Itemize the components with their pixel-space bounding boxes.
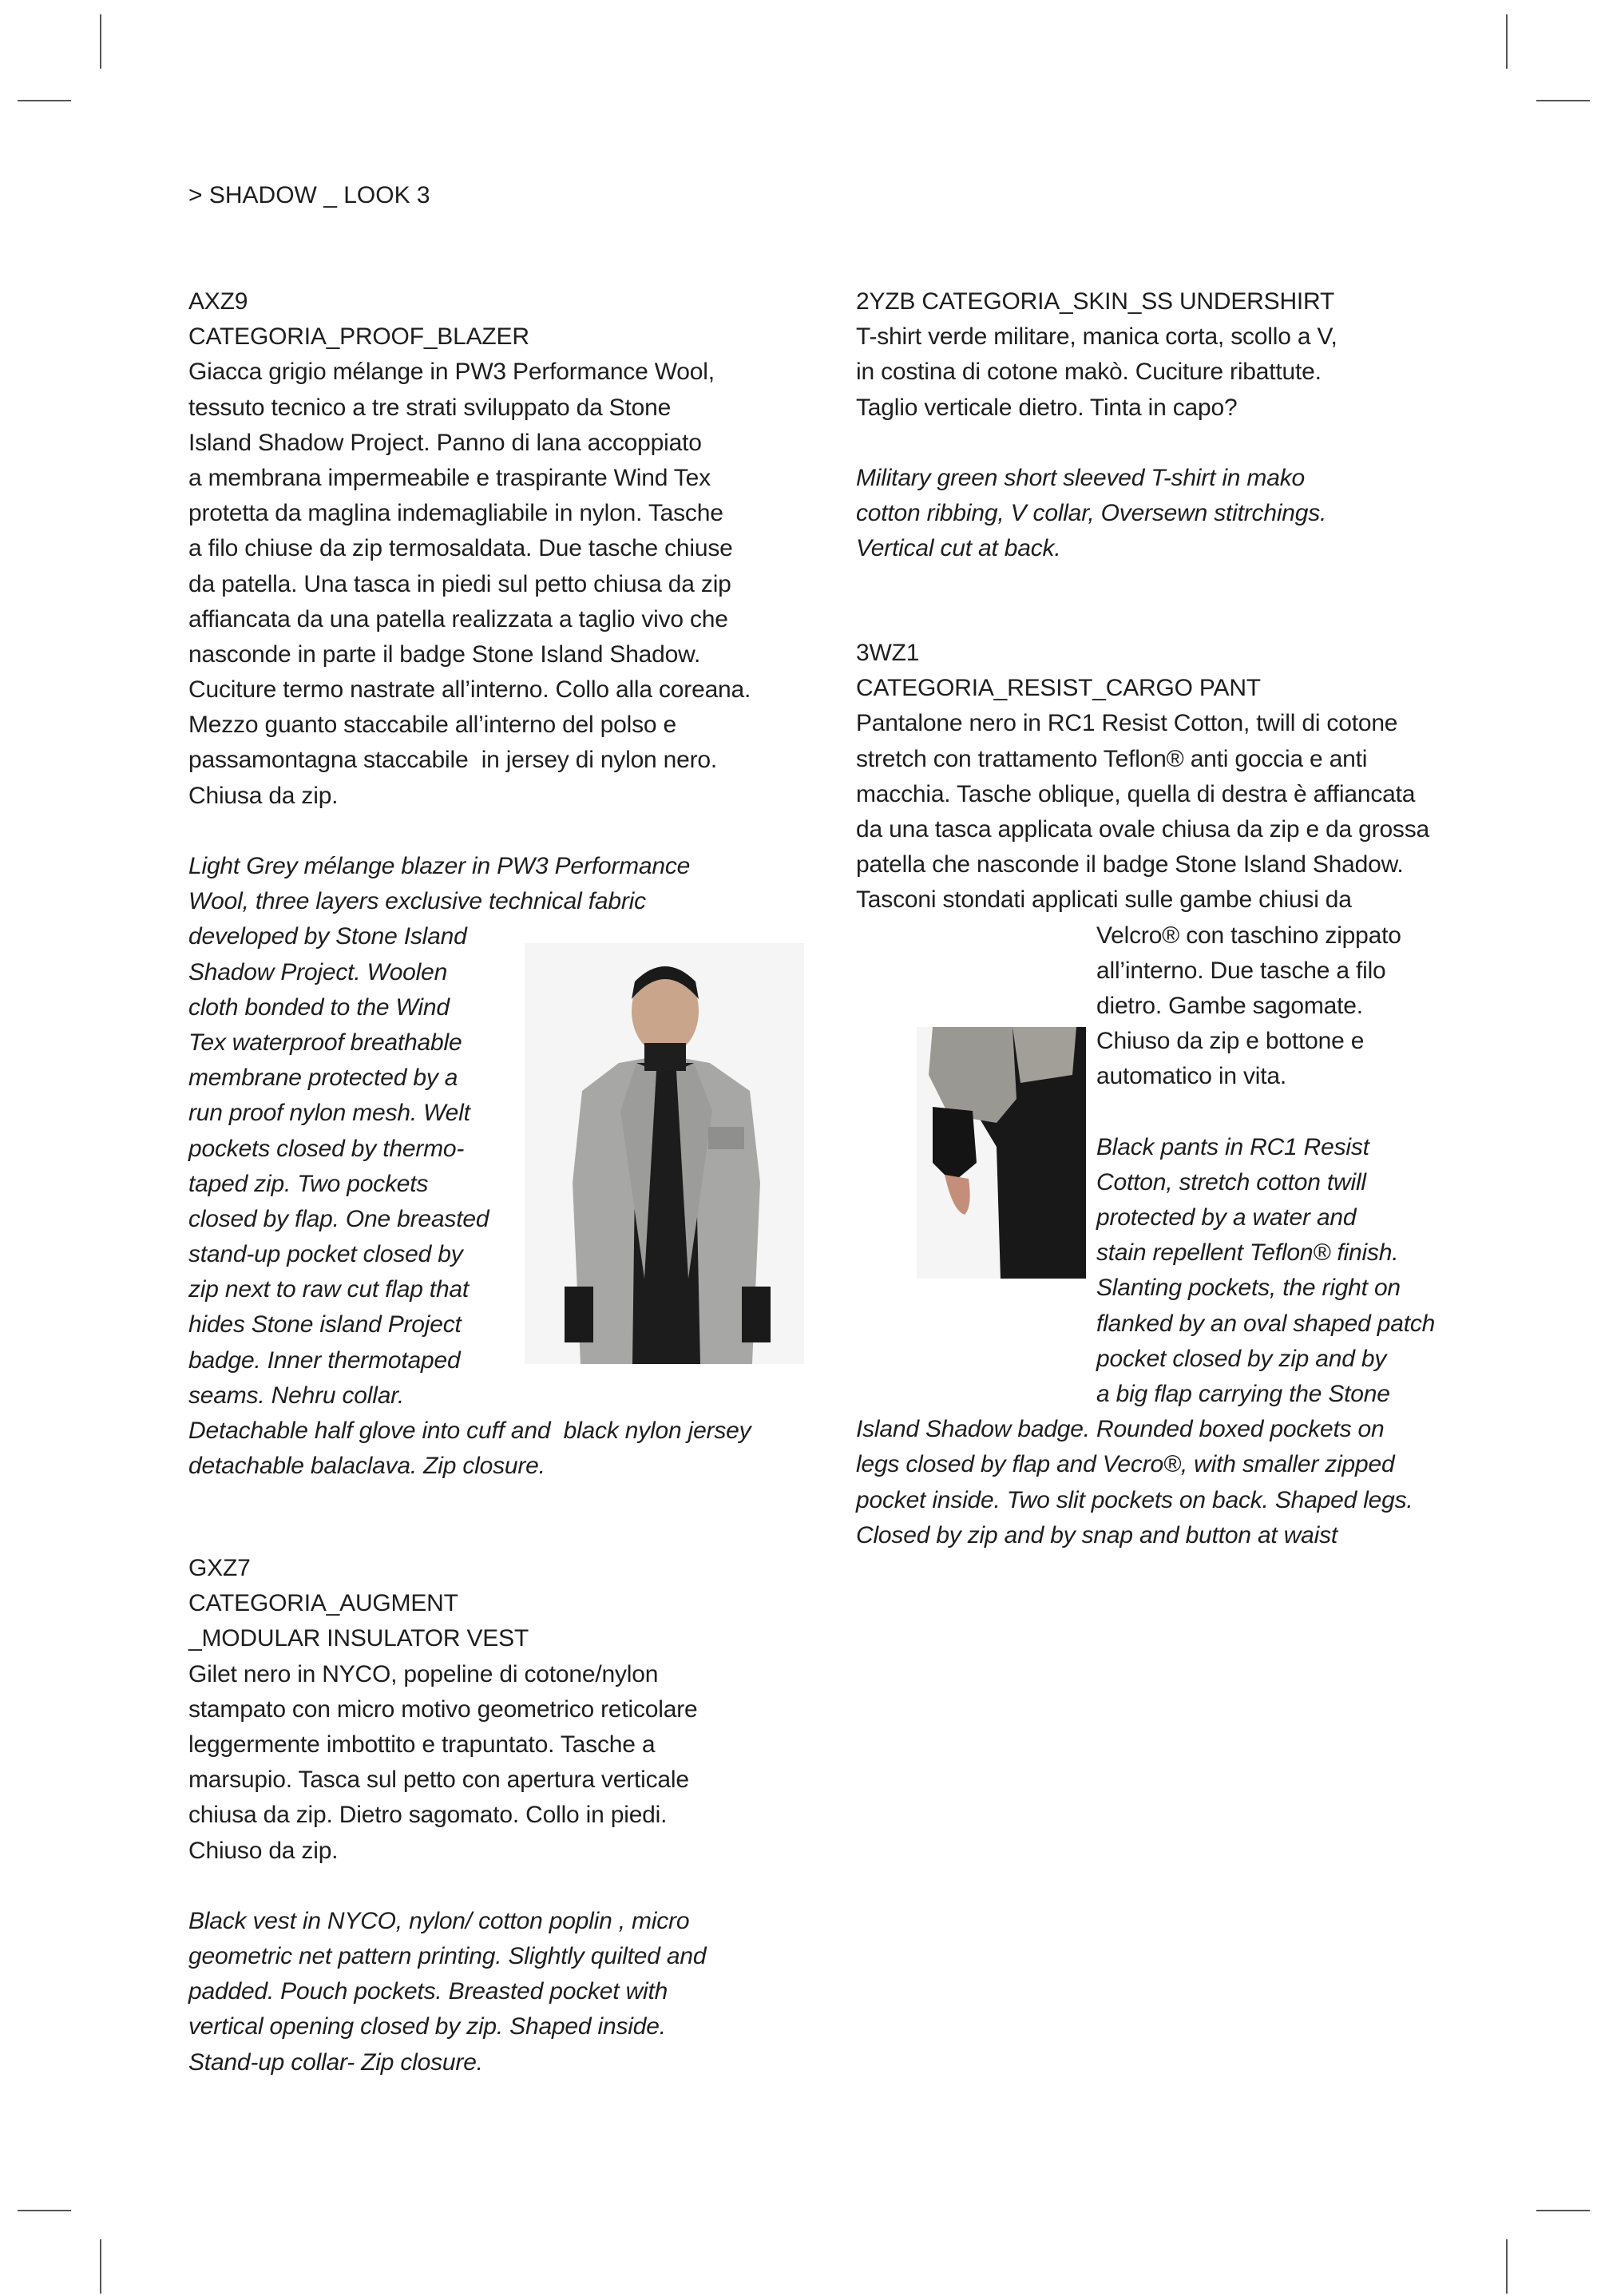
text-line: nasconde in parte il badge Stone Island Shadow. bbox=[188, 640, 701, 668]
text-line: da una tasca applicata ovale chiusa da zip e da grossa bbox=[856, 815, 1430, 843]
text-line: flanked by an oval shaped patch bbox=[1096, 1310, 1436, 1337]
text-line: badge. Inner thermotaped bbox=[188, 1346, 461, 1374]
text-line: Black pants in RC1 Resist bbox=[1096, 1133, 1369, 1160]
text-line: a filo chiuse da zip termosaldata. Due tasche chiuse bbox=[188, 535, 733, 562]
text-line: cotton ribbing, V collar, Oversewn stitrchings. bbox=[856, 500, 1327, 527]
text-line: membrane protected by a bbox=[188, 1065, 458, 1092]
item-category bbox=[188, 1586, 795, 1656]
text-line: passamontagna staccabile in jersey di nylon nero. bbox=[188, 747, 718, 774]
text-line: stand-up pocket closed by bbox=[188, 1241, 463, 1268]
text-line: tessuto tecnico a tre strati sviluppato da Stone bbox=[188, 394, 672, 421]
text-line: Taglio verticale dietro. Tinta in capo? bbox=[856, 394, 1238, 421]
text-line: automatico in vita. bbox=[1096, 1063, 1286, 1090]
text-line: patella che nasconde il badge Stone Island Shadow. bbox=[856, 851, 1404, 878]
text-line: CATEGORIA_AUGMENT bbox=[188, 1590, 458, 1617]
text-line: vertical opening closed by zip. Shaped inside. bbox=[188, 2013, 666, 2040]
item-code: GXZ7 bbox=[188, 1555, 251, 1581]
english-description bbox=[856, 461, 1479, 567]
text-line: Vertical cut at back. bbox=[856, 535, 1061, 562]
text-line: Detachable half glove into cuff and black nylon jersey bbox=[188, 1418, 751, 1444]
text-line: pocket inside. Two slit pockets on back. Shaped legs. bbox=[856, 1486, 1413, 1513]
text-line: Island Shadow Project. Panno di lana accoppiato bbox=[188, 429, 702, 456]
italian-description bbox=[188, 355, 795, 813]
text-line: Wool, three layers exclusive technical fabric bbox=[188, 888, 646, 915]
english-description bbox=[1096, 1130, 1479, 1413]
model-figure bbox=[525, 943, 804, 1364]
text-line: marsupio. Tasca sul petto con apertura verticale bbox=[188, 1767, 689, 1794]
text-line: Chiuso da zip. bbox=[188, 1837, 339, 1864]
text-line: Light Grey mélange blazer in PW3 Performance bbox=[188, 853, 691, 879]
pant-detail-figure bbox=[917, 1027, 1086, 1279]
text-line: Tasconi stondati applicati sulle gambe chiusi da bbox=[856, 886, 1352, 914]
text-line: Pantalone nero in RC1 Resist Cotton, twill di cotone bbox=[856, 710, 1398, 737]
crop-mark bbox=[18, 2210, 71, 2211]
text-line: da patella. Una tasca in piedi sul petto chiusa da zip bbox=[188, 570, 731, 597]
text-line: a big flap carrying the Stone bbox=[1096, 1380, 1390, 1407]
text-line: a membrana impermeabile e traspirante Wind Tex bbox=[188, 464, 711, 491]
text-line: seams. Nehru collar. bbox=[188, 1382, 404, 1409]
crop-mark bbox=[18, 100, 71, 101]
text-line: zip next to raw cut flap that bbox=[188, 1276, 470, 1303]
text-line: cloth bonded to the Wind bbox=[188, 993, 450, 1021]
crop-mark bbox=[1536, 100, 1590, 101]
italian-description bbox=[856, 706, 1479, 918]
text-line: Tex waterproof breathable bbox=[188, 1029, 462, 1056]
text-line: chiusa da zip. Dietro sagomato. Collo in piedi. bbox=[188, 1802, 668, 1829]
text-line: stain repellent Teflon® finish. bbox=[1096, 1239, 1399, 1267]
text-line: taped zip. Two pockets bbox=[188, 1170, 429, 1197]
item-category: CATEGORIA_PROOF_BLAZER bbox=[188, 323, 529, 351]
text-line: Mezzo guanto staccabile all’interno del polso e bbox=[188, 712, 676, 739]
crop-mark bbox=[1536, 2210, 1590, 2211]
english-description bbox=[188, 1904, 795, 2080]
text-line: hides Stone island Project bbox=[188, 1311, 462, 1338]
text-line: detachable balaclava. Zip closure. bbox=[188, 1453, 545, 1480]
text-line: Stand-up collar- Zip closure. bbox=[188, 2048, 483, 2076]
text-line: Closed by zip and by snap and button at waist bbox=[856, 1521, 1338, 1549]
crop-mark bbox=[1506, 2239, 1508, 2294]
crop-mark bbox=[100, 14, 101, 69]
text-line: Military green short sleeved T-shirt in mako bbox=[856, 464, 1305, 491]
text-line: Gilet nero in NYCO, popeline di cotone/nylon bbox=[188, 1660, 659, 1687]
text-line: all’interno. Due tasche a filo bbox=[1096, 957, 1386, 984]
text-line: Slanting pockets, the right on bbox=[1096, 1275, 1401, 1302]
undershirt-item bbox=[856, 284, 1479, 567]
text-line: pocket closed by zip and by bbox=[1096, 1345, 1387, 1372]
crop-mark bbox=[1506, 14, 1508, 69]
text-line: Island Shadow badge. Rounded boxed pockets on bbox=[856, 1416, 1385, 1443]
text-line: protetta da maglina indemagliabile in nylon. Tasche bbox=[188, 500, 723, 527]
text-line: Velcro® con taschino zippato bbox=[1096, 922, 1401, 949]
pant-photo bbox=[917, 1027, 1086, 1279]
text-line: pockets closed by thermo- bbox=[188, 1135, 465, 1162]
text-line: stretch con trattamento Teflon® anti goccia e anti bbox=[856, 745, 1368, 772]
item-title: 2YZB CATEGORIA_SKIN_SS UNDERSHIRT bbox=[856, 288, 1335, 315]
text-line: developed by Stone Island bbox=[188, 923, 467, 950]
item-code: 3WZ1 bbox=[856, 640, 920, 666]
text-line: closed by flap. One breasted bbox=[188, 1205, 489, 1232]
item-code: AXZ9 bbox=[188, 288, 248, 315]
italian-description bbox=[188, 1657, 795, 1869]
text-line: Black vest in NYCO, nylon/ cotton poplin , micro bbox=[188, 1907, 690, 1934]
text-line: legs closed by flap and Vecro®, with smaller zipped bbox=[856, 1451, 1395, 1478]
crop-mark bbox=[100, 2239, 101, 2294]
text-line: Shadow Project. Woolen bbox=[188, 958, 448, 985]
text-line: run proof nylon mesh. Welt bbox=[188, 1100, 470, 1127]
text-line: padded. Pouch pockets. Breasted pocket with bbox=[188, 1978, 668, 2005]
text-line: stampato con micro motivo geometrico reticolare bbox=[188, 1695, 698, 1723]
text-line: protected by a water and bbox=[1096, 1204, 1357, 1231]
italian-description bbox=[856, 319, 1479, 426]
text-line: dietro. Gambe sagomate. bbox=[1096, 992, 1363, 1019]
text-line: Cuciture termo nastrate all’interno. Collo alla coreana. bbox=[188, 676, 751, 704]
text-line: Giacca grigio mélange in PW3 Performance Wool, bbox=[188, 359, 715, 386]
item-category: CATEGORIA_RESIST_CARGO PANT bbox=[856, 675, 1261, 702]
blazer-photo bbox=[525, 943, 804, 1364]
text-line: Chiusa da zip. bbox=[188, 782, 339, 809]
text-line: geometric net pattern printing. Slightly quilted and bbox=[188, 1943, 707, 1970]
vest-item bbox=[188, 1551, 795, 2080]
text-line: leggermente imbottito e trapuntato. Tasche a bbox=[188, 1731, 656, 1758]
text-line: affiancata da una patella realizzata a taglio vivo che bbox=[188, 605, 728, 632]
text-line: Cotton, stretch cotton twill bbox=[1096, 1168, 1366, 1196]
page-title: > SHADOW _ LOOK 3 bbox=[188, 182, 430, 208]
text-line: Chiuso da zip e bottone e bbox=[1096, 1028, 1365, 1055]
english-description-continued bbox=[856, 1412, 1479, 1553]
text-line: macchia. Tasche oblique, quella di destra è affiancata bbox=[856, 780, 1416, 807]
italian-description-continued bbox=[1096, 918, 1479, 1095]
text-line: T-shirt verde militare, manica corta, scollo a V, bbox=[856, 323, 1337, 351]
text-line: in costina di cotone makò. Cuciture ribattute. bbox=[856, 359, 1322, 386]
text-line: _MODULAR INSULATOR VEST bbox=[188, 1625, 529, 1652]
